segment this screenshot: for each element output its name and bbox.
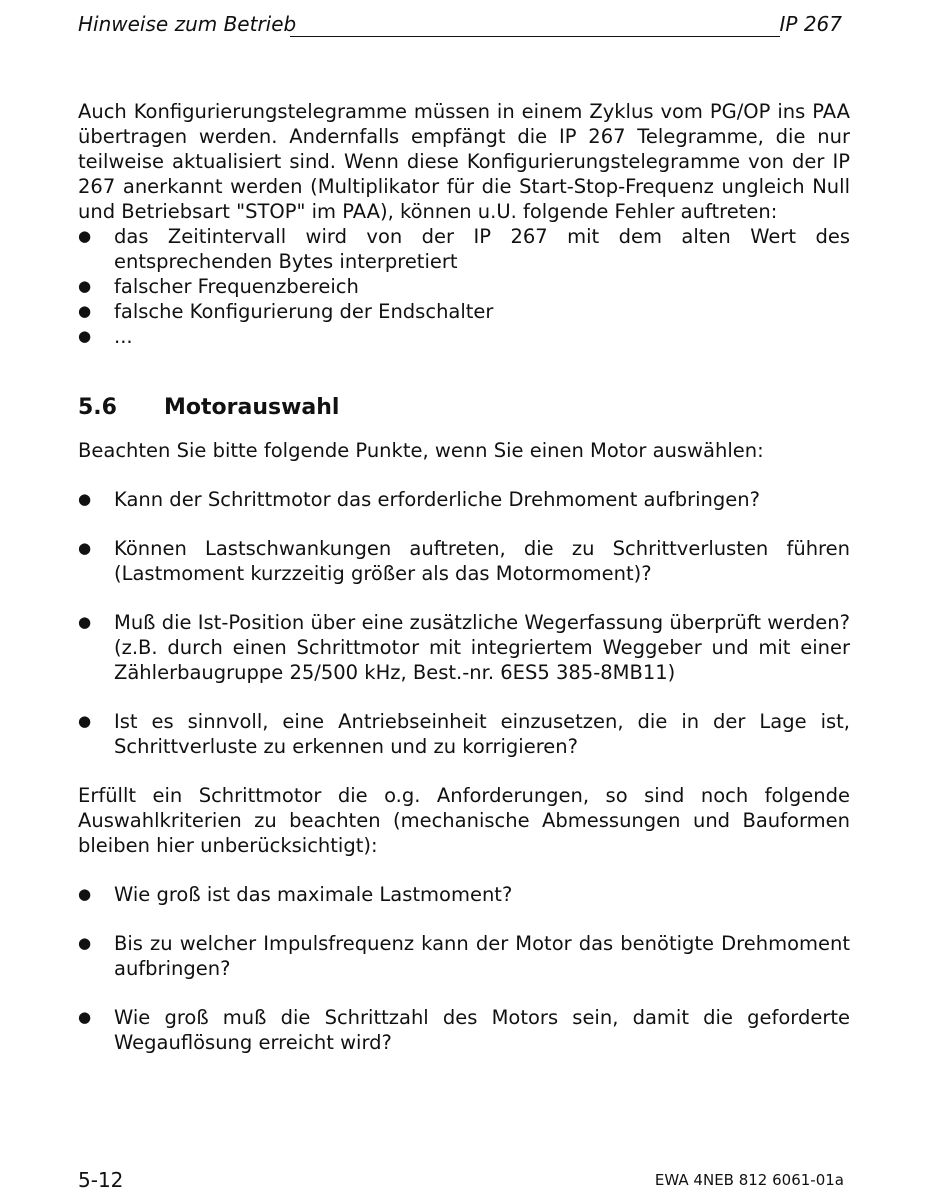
- section-title: Motorauswahl: [164, 395, 340, 420]
- header-chapter-title: Hinweise zum Betrieb: [78, 12, 297, 36]
- question-item: ● Ist es sinnvoll, eine Antriebseinheit einzusetzen, die in der Lage ist, Schrittverluste zu erkennen und zu korrigieren?: [78, 709, 850, 759]
- page-content: [78, 99, 850, 1079]
- criteria-item: ● Wie groß muß die Schrittzahl des Motors sein, damit die geforderte Wegauflösung erreicht wird?: [78, 1005, 850, 1055]
- header-rule: [290, 36, 780, 37]
- intro-paragraph: Auch Konfigurierungstelegramme müssen in einem Zyklus vom PG/OP ins PAA übertragen werden. Andernfalls empfängt die IP 267 Telegramme, die nur teilweise aktualisiert sind. Wenn diese Konfigurierungstelegramme von der IP 267 anerkannt werden (Multiplikator für die Start-Stop-Frequenz ungleich Null und Betriebsart "STOP" im PAA), können u.U. folgende Fehler auftreten:: [78, 100, 850, 223]
- question-item: ● Können Lastschwankungen auftreten, die zu Schrittverlusten führen (Lastmoment kurzzeitig größer als das Motormoment)?: [78, 536, 850, 586]
- criteria-intro-paragraph: Erfüllt ein Schrittmotor die o.g. Anforderungen, so sind noch folgende Auswahlkriterien zu beachten (mechanische Abmessungen und Bauformen bleiben hier unberücksichtigt):: [78, 784, 850, 857]
- error-item: ● das Zeitintervall wird von der IP 267 mit dem alten Wert des entsprechenden Bytes interpretiert: [78, 224, 850, 274]
- document-id: EWA 4NEB 812 6061-01a: [654, 1171, 844, 1189]
- criteria-item: ● Wie groß ist das maximale Lastmoment?: [78, 882, 850, 907]
- page-number: 5-12: [78, 1168, 124, 1192]
- lead-paragraph: Beachten Sie bitte folgende Punkte, wenn Sie einen Motor auswählen:: [78, 439, 764, 462]
- section-number: 5.6: [78, 395, 117, 420]
- criteria-list: [78, 882, 850, 1055]
- header-product: IP 267: [779, 12, 842, 36]
- section-heading: [78, 394, 850, 422]
- error-item: ● ...: [78, 324, 850, 349]
- error-item: ● falsche Konfigurierung der Endschalter: [78, 299, 850, 324]
- question-item: ● Kann der Schrittmotor das erforderliche Drehmoment aufbringen?: [78, 487, 850, 512]
- criteria-item: ● Bis zu welcher Impulsfrequenz kann der Motor das benötigte Drehmoment aufbringen?: [78, 931, 850, 981]
- error-item: ● falscher Frequenzbereich: [78, 274, 850, 299]
- error-list: [78, 224, 850, 349]
- page-header: [78, 12, 842, 40]
- question-list: [78, 487, 850, 759]
- question-item: ● Muß die Ist-Position über eine zusätzliche Wegerfassung überprüft werden? (z.B. durch einen Schrittmotor mit integriertem Weggeber und mit einer Zählerbaugruppe 25/500 kHz, Best.-nr. 6ES5 385-8MB11): [78, 610, 850, 685]
